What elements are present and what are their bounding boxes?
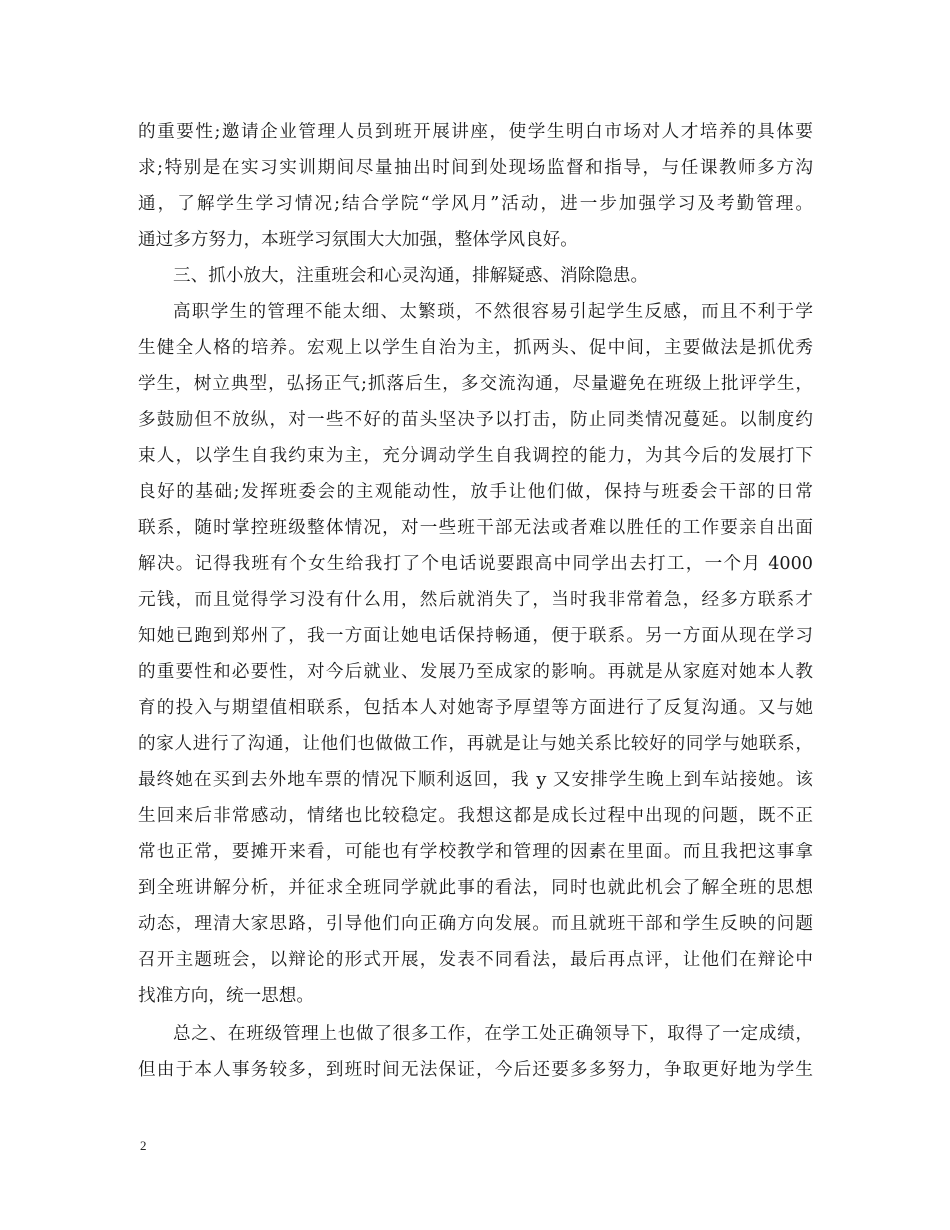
text-line: 的重要性和必要性，对今后就业、发展乃至成家的影响。再就是从家庭对她本人教	[138, 662, 813, 682]
text-line: 总之、在班级管理上也做了很多工作，在学工处正确领导下，取得了一定成绩，	[173, 1024, 813, 1044]
text-line: 解决。记得我班有个女生给我打了个电话说要跟高中同学出去打工，一个月 4000	[138, 554, 813, 574]
text-line: 元钱，而且觉得学习没有什么用，然后就消失了，当时我非常着急，经多方联系才	[138, 590, 813, 610]
text-line: 联系，随时掌控班级整体情况，对一些班干部无法或者难以胜任的工作要亲自出面	[138, 518, 813, 538]
text-line: 动态，理清大家思路，引导他们向正确方向发展。而且就班干部和学生反映的问题	[138, 914, 813, 934]
text-line: 常也正常，要摊开来看，可能也有学校教学和管理的因素在里面。而且我把这事拿	[138, 842, 813, 862]
text-line: 良好的基础;发挥班委会的主观能动性，放手让他们做，保持与班委会干部的日常	[138, 482, 813, 502]
text-line: 学生，树立典型，弘扬正气;抓落后生，多交流沟通，尽量避免在班级上批评学生，	[138, 374, 813, 394]
text-line: 高职学生的管理不能太细、太繁琐，不然很容易引起学生反感，而且不利于学	[173, 302, 813, 322]
text-line: 求;特别是在实习实训期间尽量抽出时间到处现场监督和指导，与任课教师多方沟	[138, 158, 813, 178]
text-line: 到全班讲解分析，并征求全班同学就此事的看法，同时也就此机会了解全班的思想	[138, 878, 813, 898]
text-line: 通过多方努力，本班学习氛围大大加强，整体学风良好。	[138, 230, 578, 250]
text-line: 的家人进行了沟通，让他们也做做工作，再就是让与她关系比较好的同学与她联系，	[138, 734, 813, 754]
text-line: 召开主题班会，以辩论的形式开展，发表不同看法，最后再点评，让他们在辩论中	[138, 950, 813, 970]
body-text	[138, 114, 813, 1088]
text-line: 的重要性;邀请企业管理人员到班开展讲座，使学生明白市场对人才培养的具体要	[138, 122, 813, 142]
text-line: 束人，以学生自我约束为主，充分调动学生自我调控的能力，为其今后的发展打下	[138, 446, 813, 466]
text-line: 但由于本人事务较多，到班时间无法保证，今后还要多多努力，争取更好地为学生	[138, 1060, 813, 1080]
text-line: 育的投入与期望值相联系，包括本人对她寄予厚望等方面进行了反复沟通。又与她	[138, 698, 813, 718]
text-line: 找准方向，统一思想。	[138, 986, 314, 1006]
text-line: 最终她在买到去外地车票的情况下顺利返回，我 y 又安排学生晚上到车站接她。该	[138, 770, 813, 790]
page-number: 2	[140, 1138, 147, 1153]
text-line: 生健全人格的培养。宏观上以学生自治为主，抓两头、促中间，主要做法是抓优秀	[138, 338, 813, 358]
text-line: 知她已跑到郑州了，我一方面让她电话保持畅通，便于联系。另一方面从现在学习	[138, 626, 813, 646]
text-line: 多鼓励但不放纵，对一些不好的苗头坚决予以打击，防止同类情况蔓延。以制度约	[138, 410, 813, 430]
text-line: 生回来后非常感动，情绪也比较稳定。我想这都是成长过程中出现的问题，既不正	[138, 806, 813, 826]
text-line: 通，了解学生学习情况;结合学院“学风月”活动，进一步加强学习及考勤管理。	[138, 194, 813, 214]
section-heading: 三、抓小放大，注重班会和心灵沟通，排解疑惑、消除隐患。	[173, 266, 649, 286]
